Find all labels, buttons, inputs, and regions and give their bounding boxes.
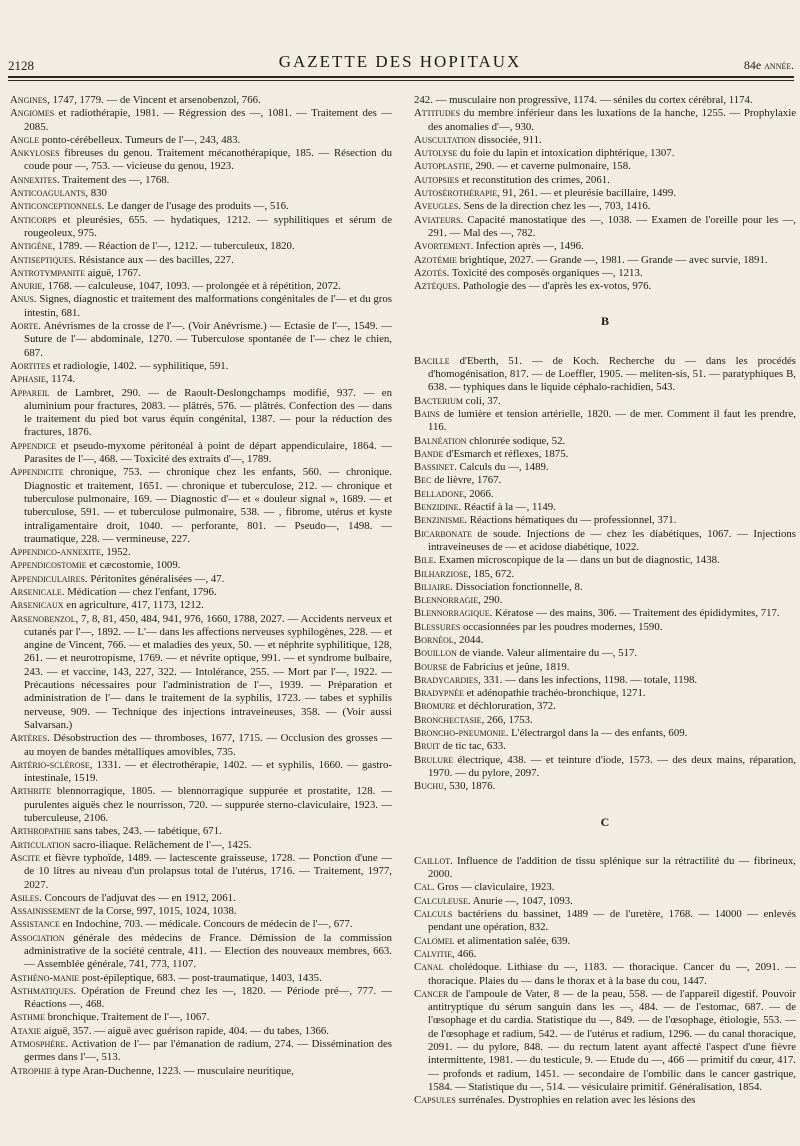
index-entry: [414, 714, 796, 727]
entry-heading: Bouillon: [414, 647, 457, 660]
index-entry: [414, 607, 796, 620]
index-entry: [10, 254, 392, 267]
entry-heading: Broncho-pneumonie.: [414, 727, 509, 740]
entry-text: Réactif à la —, 1149.: [461, 501, 556, 514]
entry-text: 91, 261. — et pleurésie bacillaire, 1499.: [499, 187, 676, 200]
entry-heading: Azotémie: [414, 253, 457, 266]
entry-text: 7, 8, 81, 450, 484, 941, 976, 1660, 1788, 2027. — Accidents nerveux et cutanés par l'—, 1892. — L'— dans les affections nerveuses syphilogènes, 228. — et angine de Vincent, 766. — et maladies des yeux, 50. — et néphrite syphilitique, 128, 261. — et neurotropisme, 1769. — et névrite optique, 991. — et syndrome bulbaire, 243. — et vaccine, 143, 227, 322. — Intolérance, 255. — Mort par l'—, 1922. — Précautions nécessaires pour l'administration de l'—, 1939. — Préparation et administration de l'— dans le traitement de la syphilis, 1723. — tabes et syphilis nerveuse, 909. — Technique des injections intraveineuses, 358. — (Voir aussi Salvarsan.): [24, 612, 392, 731]
index-entry: [414, 528, 796, 555]
index-entry: [414, 474, 796, 487]
entry-text: et radiologie, 1402. — syphilitique, 591.: [50, 359, 229, 372]
index-entry: [414, 554, 796, 567]
index-entry: [10, 107, 392, 134]
entry-text: à type Aran-Duchenne, 1223. — musculaire neuritique,: [51, 1064, 294, 1077]
index-entry: [414, 881, 796, 894]
section-letter-c: C: [600, 814, 610, 829]
index-entry: [10, 134, 392, 147]
entry-heading: Antiseptiques.: [10, 253, 77, 266]
entry-heading: Appendicostomie: [10, 559, 87, 572]
entry-heading: Aztèques.: [414, 280, 461, 293]
index-entry: [414, 134, 796, 147]
entry-text: surrénales. Dystrophies en relation avec les lésions des: [455, 1094, 696, 1107]
entry-text: occasionnées par les poudres modernes, 1590.: [460, 620, 663, 633]
index-entry: [10, 839, 392, 852]
entry-heading: Biliaire.: [414, 580, 453, 593]
index-entry: [10, 905, 392, 918]
entry-heading: Bicarbonate: [414, 527, 472, 540]
index-entry: [10, 293, 392, 320]
entry-text: 266, 1753.: [484, 713, 533, 726]
entry-heading: Calomel: [414, 934, 455, 947]
entry-text: L'électrargol dans la — des enfants, 609.: [508, 727, 688, 740]
entry-heading: Autosérothérapie,: [414, 187, 500, 200]
entry-text: générale des médecins de France. Démission de la commission administrative de la société centrale, 411. — Election des nouveaux membres, 663. — Assemblée générale, 741, 773, 1107.: [24, 931, 392, 971]
entry-text: 466.: [454, 947, 477, 960]
entry-heading: Atmosphère.: [10, 1038, 69, 1051]
entry-text: bactériens du bassinet, 1489 — de l'uretère, 1768. — 14000 — enlevés pendant une opération, 832.: [428, 908, 796, 934]
index-entry: [414, 740, 796, 753]
index-entry: [414, 687, 796, 700]
index-entry: [10, 918, 392, 931]
entry-text: Le danger de l'usage des produits —, 516.: [104, 200, 289, 213]
index-entry: [414, 267, 796, 280]
index-entry: [414, 107, 796, 134]
entry-heading: Appendice: [10, 439, 57, 452]
index-entry: [10, 267, 392, 280]
left-column: [10, 94, 392, 1078]
entry-heading: Ascite: [10, 851, 41, 864]
entry-heading: Assistance: [10, 918, 60, 931]
index-entry: [414, 435, 796, 448]
entry-text: sans tabes, 243. — tabétique, 671.: [71, 825, 222, 838]
index-entry: [414, 961, 796, 988]
entry-heading: Association: [10, 931, 65, 944]
entry-heading: Autoplastie,: [414, 160, 473, 173]
entry-heading: Capsules: [414, 1094, 456, 1107]
entry-text: Opération de Freund chez les —, 1820. — Période pré—, 777. — Réactions —, 468.: [24, 984, 392, 1011]
journal-title: GAZETTE DES HOPITAUX: [278, 52, 522, 71]
entry-text: 290. — et caverne pulmonaire, 158.: [472, 160, 631, 173]
entry-text: 290.: [480, 594, 503, 607]
entry-heading: Ankyloses: [10, 147, 60, 160]
index-entry: [414, 674, 796, 687]
entry-heading: Bilharziose,: [414, 567, 472, 580]
index-entry: [10, 1065, 392, 1078]
entry-text: chronique, 753. — chronique chez les enfants, 560. — chronique. Diagnostic et traitement, 1651. — chronique et tuberculose, 212. — chronique et tuberculose pulmonaire, 169. — Diagnostic d'— et « douleur signal », 1689. — et tuberculose, 591. — et tuberculose pulmonaire, 538. — , fibrome, utérus et kyste intraligamentaire droit, 1040. — perforante, 801. — Pseudo—, 1498. — traumatique, 228. — vermineuse, 227.: [24, 466, 392, 545]
entry-text: 1952.: [103, 546, 131, 559]
entry-text: de soude. Injections de — chez les diabétiques, 1067. — Injections intraveineuses de — et acidose diabétique, 1022.: [428, 527, 796, 553]
entry-text: 1768. — calculeuse, 1047, 1093. — prolongée et à répétition, 2072.: [44, 280, 341, 293]
index-entry: [10, 1025, 392, 1038]
entry-text: 2044.: [456, 633, 484, 646]
index-entry: [10, 187, 392, 200]
entry-text: électrique, 438. — et teinture d'iode, 1573. — des deux mains, réparation, 1970. — du pylore, 2097.: [428, 753, 796, 779]
index-entry: [10, 214, 392, 241]
page-header: [0, 48, 800, 78]
entry-text: 185, 672.: [471, 567, 515, 580]
entry-text: d'Eberth, 51. — de Koch. Recherche du — dans les procédés d'homogénisation, 817. — de Loeffler, 1905. — meliten-sis, 51. — paratyphiques B, 638. — typhiques dans le liquide céphalo-rachidien, 543.: [428, 354, 796, 394]
index-entry: [414, 488, 796, 501]
index-entry: [10, 586, 392, 599]
index-entry: [414, 780, 796, 793]
entry-heading: Belladone,: [414, 487, 467, 500]
index-entry: [10, 932, 392, 972]
entry-heading: Angines,: [10, 94, 50, 106]
entry-text: Concours de l'adjuvat des — en 1912, 2061.: [41, 891, 236, 904]
entry-heading: Bronchectasie,: [414, 713, 485, 726]
index-entry: [414, 395, 796, 408]
index-entry: [414, 621, 796, 634]
year-number: 84e: [743, 58, 762, 72]
right-column: [414, 94, 796, 1107]
index-entry: [10, 613, 392, 733]
entry-heading: Bradycardies,: [414, 673, 481, 686]
entry-text: en Indochine, 703. — médicale. Concours de médecin de l'—, 677.: [59, 918, 353, 931]
index-entry: [10, 785, 392, 825]
entry-heading: Anurie,: [10, 280, 45, 293]
index-entry: [10, 559, 392, 572]
entry-text: Activation de l'— par l'émanation de radium, 274. — Dissémination des germes dans l'—, 513.: [24, 1038, 392, 1064]
entry-heading: Antigène,: [10, 240, 56, 253]
index-entry: [10, 546, 392, 559]
index-entry: [414, 214, 796, 241]
entry-heading: Bains: [414, 407, 440, 420]
index-entry: [10, 599, 392, 612]
entry-text: Sens de la direction chez les —, 703, 1416.: [460, 200, 651, 213]
entry-heading: Cal.: [414, 881, 435, 894]
entry-heading: Arsenobenzol,: [10, 612, 79, 625]
entry-heading: Cancer: [414, 987, 449, 1000]
index-entry: [414, 240, 796, 253]
entry-text: et fièvre typhoïde, 1489. — lactescente graisseuse, 1728. — Ponction d'une — de 10 litres au niveau d'un prolapsus total de l'utérus, 1716. — Traitement, 1977, 2027.: [24, 851, 392, 891]
entry-heading: Anticonceptionnels.: [10, 200, 105, 213]
index-entry: [414, 700, 796, 713]
entry-heading: Atrophie: [10, 1064, 52, 1077]
entry-heading: Angle: [10, 133, 40, 146]
index-entry: [414, 200, 796, 213]
entry-heading: Bradypnée: [414, 687, 464, 700]
entry-heading: Bornéol,: [414, 633, 457, 646]
entry-text: bronchique. Traitement de l'—, 1067.: [44, 1011, 210, 1024]
index-entry: [10, 174, 392, 187]
index-entry: [414, 1094, 796, 1107]
index-entry: [414, 594, 796, 607]
entry-heading: Aphasie,: [10, 373, 49, 386]
index-entry: [10, 280, 392, 293]
entry-heading: Bourse: [414, 660, 448, 673]
entry-heading: Assainissement: [10, 905, 81, 918]
entry-text: de l'ampoule de Vater, 8 — de la peau, 558. — de l'appareil digestif. Pouvoir antitryptique du sérum sanguin dans les —, 484. — de l'estomac, 687. — de l'œsophage et du cardia. Statistique du —, 849. — de l'œsophage, étiologie, 553. — de l'œsophage et radium, 542. — de l'utérus et radium, 1296. — du canal thoracique, 2091. — du pylore, 848. — du rectum latent ayant affecté l'aspect d'une fièvre intermittente, 1981. — du testicule, 9. — Etude du —, 466 — primitif du cœur, 417. — profonds et radium, 1451. — secondaire de l'ombilic dans le cancer gastrique, 1584. — Statistique du —, 514. — vésiculaire primitif. Généralisation, 1854.: [428, 987, 796, 1093]
entry-heading: Auscultation: [414, 133, 476, 146]
index-entry: [414, 948, 796, 961]
header-rule-thick: [8, 76, 794, 78]
entry-heading: Appendicite: [10, 466, 64, 479]
entry-text: aiguë, 1767.: [85, 266, 141, 279]
entry-heading: Caillot.: [414, 854, 453, 867]
entry-text: de viande. Valeur alimentaire du —, 517.: [456, 647, 638, 660]
index-entry: [10, 892, 392, 905]
entry-heading: Benzinisme.: [414, 514, 468, 527]
entry-text: Désobstruction des — thromboses, 1677, 1715. — Occlusion des grosses — au moyen de bandes métalliques amovibles, 735.: [24, 732, 392, 758]
entry-heading: Autolyse: [414, 147, 458, 160]
index-entry: [10, 320, 392, 360]
entry-heading: Canal: [414, 961, 444, 974]
entry-text: ponto-cérébelleux. Tumeurs de l'—, 243, 483.: [39, 133, 241, 146]
entry-text: brightique, 2027. — Grande —, 1981. — Grande — avec survie, 1891.: [456, 253, 768, 266]
entry-heading: Anticoagulants,: [10, 187, 89, 200]
year-label: [744, 58, 794, 73]
entry-heading: Bec: [414, 474, 432, 487]
entry-heading: Asthéno-manie: [10, 971, 80, 984]
index-entry: [414, 647, 796, 660]
entry-text: Péritonites généralisées —, 47.: [87, 572, 225, 585]
index-entry: [414, 355, 796, 395]
entries-a-continued: [414, 94, 796, 293]
entry-heading: Aorte.: [10, 320, 41, 333]
index-entry: [10, 94, 392, 107]
entry-heading: Bassinet.: [414, 461, 457, 474]
entry-text: de lièvre, 1767.: [431, 474, 502, 487]
entry-text: et cæcostomie, 1009.: [86, 559, 181, 572]
entry-heading: Asiles.: [10, 891, 42, 904]
entry-text: Résistance aux — des bacilles, 227.: [76, 253, 234, 266]
entry-text: post-épileptique, 683. — post-traumatique, 1403, 1435.: [79, 971, 322, 984]
entry-text: et adénopathie trachéo-bronchique, 1271.: [463, 687, 646, 700]
index-entry: [414, 448, 796, 461]
entry-heading: Avortement.: [414, 240, 474, 253]
entry-heading: Anticorps: [10, 213, 57, 226]
entry-text: Kératose — des mains, 306. — Traitement des épididymites, 717.: [492, 607, 780, 620]
entry-text: de Fabricius et jeûne, 1819.: [447, 660, 570, 673]
entry-text: Calculs du —, 1489.: [456, 461, 549, 474]
index-entry: [10, 852, 392, 892]
entry-text: Anurie —, 1047, 1093.: [470, 894, 573, 907]
page-number: 2128: [8, 58, 34, 73]
header-rule-thin: [8, 80, 794, 81]
entry-text: Dissociation fonctionnelle, 8.: [452, 580, 583, 593]
entry-heading: Bile.: [414, 554, 437, 567]
index-entry: [10, 240, 392, 253]
index-entry: [10, 972, 392, 985]
entry-heading: Calvitie,: [414, 947, 455, 960]
year-word: année.: [764, 60, 794, 72]
entry-text: 1747, 1779. — de Vincent et arsenobenzol, 766.: [49, 94, 261, 106]
entry-text: Anévrismes de la crosse de l'—. (Voir Anévrisme.) — Ectasie de l'—, 1549. — Suture de l'— abdominale, 1270. — Tuberculose spontanée de l'— chez le chien, 687.: [24, 320, 392, 359]
entry-text: 830: [88, 187, 107, 200]
index-entry: [10, 1038, 392, 1065]
index-entry: [10, 147, 392, 174]
entry-text: Examen microscopique de la — dans un but de diagnostic, 1438.: [436, 554, 720, 567]
index-entry: [414, 147, 796, 160]
index-entry: [414, 94, 796, 107]
entry-heading: Arthrite: [10, 785, 52, 798]
index-entry: [414, 254, 796, 267]
index-entry: [10, 732, 392, 759]
entry-heading: Balnéation: [414, 434, 467, 447]
index-entry: [414, 727, 796, 740]
entry-heading: Asthmatiques.: [10, 984, 77, 997]
index-entry: [10, 373, 392, 386]
entry-heading: Appareil: [10, 386, 50, 399]
entry-text: sacro-iliaque. Relâchement de l'—, 1425.: [70, 838, 252, 851]
index-entry: [414, 187, 796, 200]
index-entry: [414, 280, 796, 293]
entry-text: cholédoque. Lithiase du —, 1183. — thoracique. Cancer du —, 2091. — thoracique. Plaies du — dans le thorax et à la base du cou, 1447.: [428, 961, 796, 987]
entry-heading: Arthropathie: [10, 825, 72, 838]
index-entry: [10, 200, 392, 213]
entry-heading: Buchu,: [414, 780, 447, 793]
entry-text: 1174.: [48, 373, 76, 386]
entry-text: Influence de l'addition de tissu splénique sur la rétractilité du — fibrineux, 2000.: [428, 854, 796, 881]
index-entry: [414, 581, 796, 594]
entry-heading: Bacille: [414, 354, 450, 367]
entry-text: et déchloruration, 372.: [455, 700, 556, 713]
index-entry: [10, 573, 392, 586]
entry-heading: Blennorragie,: [414, 594, 481, 607]
index-entry: [414, 461, 796, 474]
index-entry: [10, 1011, 392, 1024]
entry-heading: Attitudes: [414, 107, 461, 120]
index-entry: [10, 825, 392, 838]
entry-heading: Asthme: [10, 1011, 45, 1024]
entry-heading: Azotés.: [414, 266, 450, 279]
entry-heading: Bromure: [414, 700, 456, 713]
index-entry: [414, 661, 796, 674]
entries-c: [414, 855, 796, 1108]
entry-heading: Artères.: [10, 732, 50, 745]
entry-text: Pathologie des — d'après les ex-votos, 976.: [460, 280, 652, 293]
entry-text: et pleurésies, 655. — hydatiques, 1212. — syphilitiques et sérum de rougeoleux, 975.: [24, 213, 392, 239]
entry-heading: Calculs: [414, 908, 453, 921]
entry-text: 1331. — et électrothérapie, 1402. — et syphilis, 1660. — gastro-intestinale, 1519.: [24, 758, 392, 785]
entries-b: [414, 355, 796, 794]
entry-text: chlorurée sodique, 52.: [466, 434, 566, 447]
entry-text: dissociée, 911.: [475, 133, 542, 146]
entry-heading: Arsenicale.: [10, 585, 65, 598]
index-entry: [414, 908, 796, 935]
entry-heading: Appendiculaires.: [10, 572, 88, 585]
entry-heading: Antrotympanite: [10, 266, 86, 279]
entry-text: et alimentation salée, 639.: [454, 934, 571, 947]
entry-heading: Annexites.: [10, 173, 60, 186]
entry-heading: Anus.: [10, 293, 37, 306]
entry-text: 2066.: [466, 487, 494, 500]
entry-heading: Ataxie: [10, 1024, 42, 1037]
entry-text: Médication — chez l'enfant, 1796.: [64, 585, 217, 598]
entry-text: 331. — dans les infections, 1198. — totale, 1198.: [480, 673, 698, 686]
index-entry: [10, 985, 392, 1012]
entry-text: et reconstitution des crimes, 2061.: [459, 173, 610, 186]
entry-text: de tic tac, 633.: [439, 740, 506, 753]
entry-text: fibreuses du genou. Traitement mécanothérapique, 185. — Résection du coude pour —, 753. — vicieuse du genou, 1923.: [24, 147, 392, 173]
entry-text: aiguë, 357. — aiguë avec guérison rapide, 404. — du tabes, 1366.: [41, 1024, 329, 1037]
index-entry: [414, 634, 796, 647]
entry-text: du membre inférieur dans les luxations de la hanche, 1255. — Prophylaxie des anomalies d'—, 930.: [428, 107, 796, 133]
entry-text: d'Esmarch et réflexes, 1875.: [443, 447, 569, 460]
index-entry: [414, 568, 796, 581]
index-entry: [10, 759, 392, 786]
index-entry: [414, 514, 796, 527]
entry-heading: Blennorragique.: [414, 607, 493, 620]
entry-text: 530, 1876.: [446, 780, 496, 793]
entry-heading: Benzidine.: [414, 501, 462, 514]
index-entry: [414, 935, 796, 948]
index-entry: [414, 855, 796, 882]
index-entry: [414, 754, 796, 781]
entry-text: 1789. — Réaction de l'—, 1212. — tuberculeux, 1820.: [55, 240, 295, 253]
index-entry: [414, 895, 796, 908]
entry-text: Réactions hématiques du — professionnel, 371.: [467, 514, 677, 527]
entry-text: Traitement des —, 1768.: [59, 173, 170, 186]
entry-heading: Calculeuse.: [414, 894, 471, 907]
index-entry: [414, 174, 796, 187]
entry-heading: Articulation: [10, 838, 71, 851]
entry-text: de la Corse, 997, 1015, 1024, 1038.: [80, 905, 237, 918]
entry-heading: Blessures: [414, 620, 461, 633]
entry-heading: Appendico-annexite,: [10, 546, 104, 559]
entry-text: Signes, diagnostic et traitement des malformations congénitales de l'— et du gros intestin, 681.: [24, 293, 392, 319]
entry-text: coli, 37.: [462, 394, 501, 407]
index-entry: [10, 466, 392, 546]
entry-heading: Arsenicaux: [10, 599, 64, 612]
index-entry: [414, 988, 796, 1094]
entry-text: de lumière et tension artérielle, 1820. — de mer. Comment il faut les prendre, 116.: [428, 407, 796, 434]
index-entry: [414, 501, 796, 514]
entry-heading: Aviateurs.: [414, 213, 464, 226]
index-entry: [10, 440, 392, 467]
entry-heading: Bande: [414, 447, 444, 460]
entry-heading: Aveugles.: [414, 200, 461, 213]
entry-text: en agriculture, 417, 1173, 1212.: [63, 599, 204, 612]
entry-heading: Artério-sclérose,: [10, 758, 93, 771]
entry-heading: Autopsies: [414, 173, 459, 186]
entry-text: Toxicité des composés organiques —, 1213.: [449, 266, 643, 279]
entry-text: et pseudo-myxome péritonéal à point de départ appendiculaire, 1864. — Parasites de l'—, 468. — Toxicité des extraits d'—, 1789.: [24, 439, 392, 466]
entry-text: de Lambret, 290. — de Raoult-Deslongchamps modifié, 937. — en aluminium pour fractures, 2083. — plâtrés, 576. — plâtrés. Confection des — dans le traitement du pied bot varus équin congénital, 1387. — pour la réduction des fractures, 1876.: [24, 386, 392, 439]
entry-heading: Angiomes: [10, 107, 55, 120]
entry-text: Gros — claviculaire, 1923.: [434, 881, 555, 894]
entry-text: et radiothérapie, 1981. — Régression des —, 1081. — Traitement des — 2085.: [24, 107, 392, 133]
entry-heading: Bruit: [414, 740, 440, 753]
index-entry: [10, 360, 392, 373]
entry-text: Capacité manostatique des —, 1038. — Examen de l'oreille pour les —, 291. — Mal des —, 782.: [428, 213, 796, 239]
index-entry: [414, 408, 796, 435]
index-entry: [414, 160, 796, 173]
section-letter-b: B: [600, 314, 609, 329]
entry-text: blennorragique, 1805. — blennorragique suppurée et prostatite, 128. — purulentes aiguës chez le nourrisson, 720. — suppurée sterno-claviculaire, 1923. — tuberculeuse, 2106.: [24, 785, 392, 825]
entry-text: 242. — musculaire non progressive, 1174. — séniles du cortex cérébral, 1174.: [414, 94, 753, 106]
entry-text: Infection après —, 1496.: [473, 240, 584, 253]
index-entry: [10, 387, 392, 440]
entry-heading: Brulure: [414, 753, 454, 766]
entry-text: du foie du lapin et intoxication diphtérique, 1307.: [457, 147, 675, 160]
entry-heading: Aortites: [10, 359, 51, 372]
entry-heading: Bacterium: [414, 394, 463, 407]
